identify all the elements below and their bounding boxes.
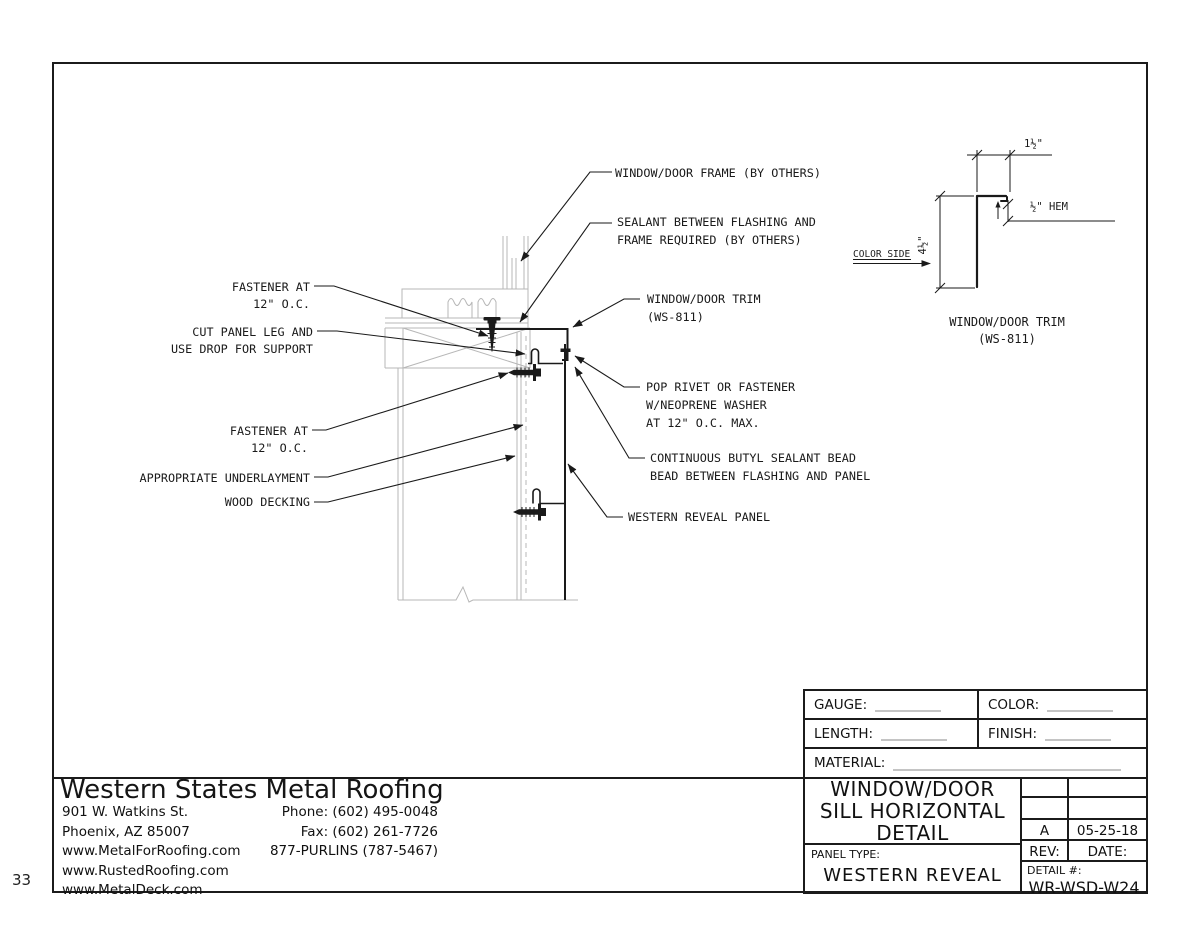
profile-caption-2: (WS-811) bbox=[978, 332, 1036, 346]
leader-fastener-bottom bbox=[312, 373, 508, 430]
color-field bbox=[979, 691, 1146, 720]
leader-pop-rivet bbox=[575, 356, 640, 387]
callout-rivet-3: AT 12" O.C. MAX. bbox=[646, 416, 760, 430]
company-contact bbox=[228, 803, 438, 862]
length-field bbox=[805, 720, 979, 749]
rev-header-row bbox=[1022, 841, 1146, 862]
callout-trim-2: (WS-811) bbox=[647, 310, 704, 324]
finish-label: FINISH: bbox=[988, 725, 1038, 742]
color-label: COLOR: bbox=[988, 696, 1040, 713]
gauge-field bbox=[805, 691, 979, 720]
callout-butyl-1: CONTINUOUS BUTYL SEALANT BEAD bbox=[650, 451, 856, 465]
cut-panel-leg-drop bbox=[528, 349, 563, 364]
address-line: 901 W. Watkins St. bbox=[62, 804, 189, 820]
material-label: MATERIAL: bbox=[814, 755, 886, 771]
company-url: www.MetalForRoofing.com bbox=[62, 843, 241, 860]
callout-sealant-1: SEALANT BETWEEN FLASHING AND bbox=[617, 215, 816, 229]
company-address bbox=[62, 803, 241, 901]
callouts-right bbox=[615, 166, 870, 524]
trim-profile-outline bbox=[977, 196, 1006, 287]
address-line: Phoenix, AZ 85007 bbox=[62, 823, 190, 840]
trim-profile-detail bbox=[853, 138, 1115, 346]
panel-type-label: PANEL TYPE: bbox=[811, 848, 880, 861]
finish-blank bbox=[1045, 726, 1111, 741]
screw-vertical-icon bbox=[484, 317, 501, 352]
callout-rivet-1: POP RIVET OR FASTENER bbox=[646, 380, 796, 394]
phone-line: Phone: (602) 495-0048 bbox=[281, 804, 438, 820]
detail-title-line2: SILL HORIZONTAL bbox=[819, 799, 1006, 823]
callout-fastener-top-2: 12" O.C. bbox=[253, 297, 310, 311]
pop-rivet-icon bbox=[561, 349, 571, 361]
callout-rivet-2: W/NEOPRENE WASHER bbox=[646, 398, 767, 412]
trim-and-panel bbox=[476, 329, 568, 600]
color-side-arrow bbox=[922, 260, 932, 267]
detail-title-line3: DETAIL bbox=[876, 821, 949, 845]
date-label: DATE: bbox=[1087, 843, 1128, 860]
detail-number-cell bbox=[1022, 862, 1146, 897]
dim-side-label: 4½" bbox=[917, 235, 929, 255]
leader-butyl bbox=[575, 367, 645, 458]
callout-window-frame: WINDOW/DOOR FRAME (BY OTHERS) bbox=[615, 166, 821, 180]
callout-underlayment: APPROPRIATE UNDERLAYMENT bbox=[139, 471, 310, 485]
fax-line: Fax: (602) 261-7726 bbox=[300, 823, 438, 840]
dimension-lines bbox=[853, 150, 1115, 293]
detail-title bbox=[805, 779, 1022, 845]
detail-number-value: WR-WSD-W24 bbox=[1028, 878, 1140, 897]
detail-number-label: DETAIL #: bbox=[1027, 864, 1082, 877]
material-field bbox=[805, 749, 1146, 779]
callout-trim-1: WINDOW/DOOR TRIM bbox=[647, 292, 761, 306]
dim-hem-label: ½" HEM bbox=[1030, 201, 1068, 213]
panel-leg bbox=[533, 489, 564, 503]
leader-underlayment bbox=[314, 425, 523, 477]
rev-value-row bbox=[1022, 820, 1146, 841]
profile-caption-1: WINDOW/DOOR TRIM bbox=[949, 315, 1065, 329]
panel-type-cell bbox=[805, 845, 1022, 892]
color-side-label: COLOR SIDE bbox=[853, 249, 911, 260]
callout-fastener-bottom-1: FASTENER AT bbox=[229, 424, 308, 438]
rev-empty-row-1 bbox=[1022, 779, 1146, 798]
company-name: Western States Metal Roofing bbox=[60, 775, 444, 805]
length-blank bbox=[881, 726, 947, 741]
tollfree-line: 877-PURLINS (787-5467) bbox=[269, 843, 438, 860]
hem-dim-arrow bbox=[995, 201, 1000, 208]
leader-reveal-panel bbox=[568, 464, 623, 517]
gauge-blank bbox=[875, 697, 941, 712]
callout-reveal-panel: WESTERN REVEAL PANEL bbox=[628, 510, 771, 524]
callout-fastener-top-1: FASTENER AT bbox=[231, 280, 310, 294]
leader-sealant bbox=[520, 223, 612, 322]
callouts-left bbox=[140, 280, 313, 509]
detail-title-line1: WINDOW/DOOR bbox=[830, 777, 995, 801]
callout-cut-panel-1: CUT PANEL LEG AND bbox=[192, 325, 313, 339]
rev-value: A bbox=[1022, 820, 1069, 841]
callout-cut-panel-2: USE DROP FOR SUPPORT bbox=[170, 342, 313, 356]
page-number: 33 bbox=[12, 871, 32, 889]
rev-label: REV: bbox=[1022, 841, 1069, 862]
color-blank bbox=[1047, 697, 1113, 712]
company-url: www.MetalDeck.com bbox=[62, 882, 203, 899]
leader-window-trim bbox=[573, 299, 640, 327]
callout-fastener-bottom-2: 12" O.C. bbox=[251, 441, 308, 455]
company-url: www.RustedRoofing.com bbox=[62, 862, 229, 879]
callout-wood-decking: WOOD DECKING bbox=[224, 495, 310, 509]
finish-field bbox=[979, 720, 1146, 749]
break-line bbox=[398, 587, 578, 602]
panel-type-value: WESTERN REVEAL bbox=[823, 865, 1002, 886]
rev-empty-row-2 bbox=[1022, 798, 1146, 820]
leader-wood-decking bbox=[314, 456, 515, 502]
title-block bbox=[803, 689, 1148, 897]
window-frame-section bbox=[385, 236, 578, 602]
fasteners bbox=[484, 317, 571, 521]
material-blank bbox=[893, 756, 1121, 771]
trim-profile-hem bbox=[1001, 197, 1007, 201]
callout-butyl-2: BEAD BETWEEN FLASHING AND PANEL bbox=[650, 469, 871, 483]
dim-top-label: 1½" bbox=[1024, 138, 1043, 150]
gauge-label: GAUGE: bbox=[814, 696, 868, 713]
callout-sealant-2: FRAME REQUIRED (BY OTHERS) bbox=[617, 233, 802, 247]
length-label: LENGTH: bbox=[814, 725, 874, 742]
leader-window-frame bbox=[521, 172, 612, 261]
date-value: 05-25-18 bbox=[1076, 822, 1139, 839]
